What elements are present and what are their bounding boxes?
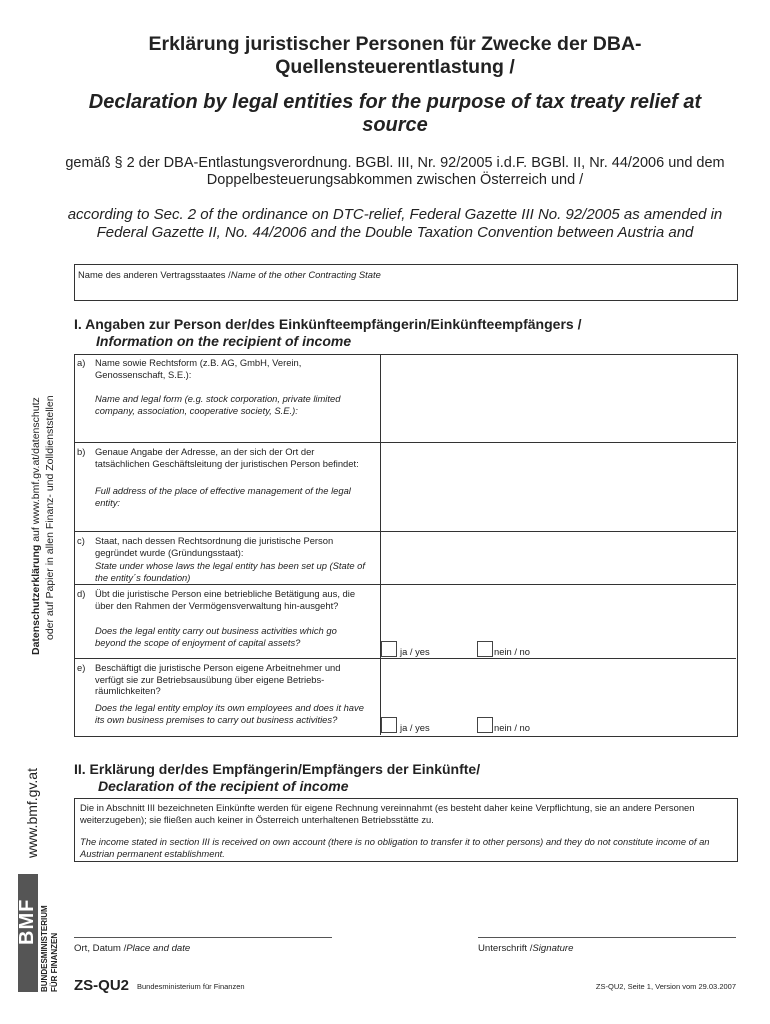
form-version: ZS-QU2, Seite 1, Version vom 29.03.2007	[595, 982, 736, 991]
page-title-english: Declaration by legal entities for the purpose of tax treaty relief at source	[88, 91, 702, 136]
row-d-no-checkbox[interactable]	[477, 641, 493, 657]
row-d-yes-checkbox[interactable]	[381, 641, 397, 657]
row-c-input[interactable]	[381, 533, 734, 582]
privacy-notice	[30, 355, 42, 655]
legal-basis-english: according to Sec. 2 of the ordinance on DTC-relief, Federal Gazette III No. 92/2005 as amended in Federal Gazette II, No. 44/2006 and the Double Taxation Convention between Austria and	[67, 206, 723, 241]
row-a-letter: a)	[77, 357, 86, 368]
bmf-logo-caption2: FÜR FINANZEN	[50, 932, 59, 992]
row-c-text-en: State under whose laws the legal entity has been set up (State of the entity´s foundation)	[95, 560, 365, 583]
website-label: www.bmf.gv.at	[24, 768, 40, 858]
row-d	[74, 585, 736, 659]
row-c-text-de: Staat, nach dessen Rechtsordnung die juristische Person gegründet wurde (Gründungsstaat):	[95, 535, 334, 558]
row-b-text-de: Genaue Angabe der Adresse, an der sich der Ort der tatsächlichen Geschäftsleitung der juristischen Person befindet:	[95, 446, 359, 469]
contracting-state-field[interactable]	[74, 264, 738, 301]
section1-title	[74, 316, 744, 350]
privacy-notice-bold: Datenschutzerklärung	[30, 544, 42, 655]
section2-text-de: Die in Abschnitt III bezeichneten Einkünfte werden für eigene Rechnung vereinnahmt (es besteht daher keine Verpflichtung, sie an andere Personen weiterzugeben); sie fließen auch keiner in Österreich unterhaltenen Betriebsstätte zu.	[80, 802, 695, 825]
place-date-label-en: Place and date	[126, 943, 191, 954]
row-a-text-en: Name and legal form (e.g. stock corporation, private limited company, association, cooperative society, S.E.):	[95, 393, 341, 416]
row-b-letter: b)	[77, 446, 86, 457]
privacy-notice-url: auf www.bmf.gv.at/datenschutz	[30, 397, 42, 545]
row-a-text-de: Name sowie Rechtsform (z.B. AG, GmbH, Verein, Genossenschaft, S.E.):	[95, 357, 302, 380]
row-e-no-checkbox[interactable]	[477, 717, 493, 733]
row-e-yes-label: ja / yes	[400, 722, 430, 733]
row-b-text-en: Full address of the place of effective management of the legal entity:	[95, 485, 351, 508]
row-a	[74, 354, 736, 443]
section2-title-en: Declaration of the recipient of income	[98, 778, 349, 794]
signature-line[interactable]	[478, 937, 736, 938]
row-d-no-label: nein / no	[494, 646, 530, 657]
row-e-letter: e)	[77, 662, 86, 673]
page-title: Erklärung juristischer Personen für Zwecke der DBA-Quellensteuerentlastung /	[148, 33, 642, 78]
section2-title-de: II. Erklärung der/des Empfängerin/Empfängers der Einkünfte/	[74, 761, 481, 777]
privacy-notice-line2: oder auf Papier in allen Finanz- und Zolldienststellen	[44, 395, 56, 640]
row-d-text-de: Übt die juristische Person eine betriebliche Betätigung aus, die über den Rahmen der Vermögensverwaltung hin-ausgeht?	[95, 588, 356, 611]
row-a-input[interactable]	[381, 355, 734, 440]
place-date-label	[74, 943, 190, 955]
row-b-input[interactable]	[381, 444, 734, 529]
row-e	[74, 659, 736, 734]
section1-title-de: I. Angaben zur Person der/des Einkünfteempfängerin/Einkünfteempfängers /	[74, 316, 582, 332]
bmf-logo-caption1: BUNDESMINISTERIUM	[40, 905, 49, 992]
contracting-state-label	[78, 269, 381, 281]
row-e-no-label: nein / no	[494, 722, 530, 733]
row-c	[74, 532, 736, 585]
bmf-logo-text: BMF	[16, 898, 38, 945]
row-b	[74, 443, 736, 532]
row-e-text-de: Beschäftigt die juristische Person eigene Arbeitnehmer und verfügt sie zur Betriebsausübung über eigene Betriebs-räumlichkeiten?	[95, 662, 341, 697]
signature-label	[478, 943, 573, 955]
row-d-letter: d)	[77, 588, 86, 599]
form-code: ZS-QU2	[74, 977, 130, 994]
legal-basis-german: gemäß § 2 der DBA-Entlastungsverordnung. BGBl. III, Nr. 92/2005 i.d.F. BGBl. II, Nr. 44/2006 und dem Doppelbesteuerungsabkommen zwischen Österreich und /	[65, 155, 725, 188]
place-date-label-de: Ort, Datum /	[74, 943, 127, 954]
row-c-letter: c)	[77, 535, 85, 546]
section1-title-en: Information on the recipient of income	[96, 333, 352, 349]
section2-title	[74, 761, 744, 795]
row-d-text-en: Does the legal entity carry out business activities which go beyond the scope of enjoyment of capital assets?	[95, 625, 337, 648]
row-d-yes-label: ja / yes	[400, 646, 430, 657]
ministry-name: Bundesministerium für Finanzen	[137, 982, 245, 991]
row-e-yes-checkbox[interactable]	[381, 717, 397, 733]
place-date-line[interactable]	[74, 937, 332, 938]
section2-text-en: The income stated in section III is received on own account (there is no obligation to transfer it to other persons) and they do not constitute income of an Austrian permanent establishment.	[80, 836, 710, 859]
signature-label-de: Unterschrift /	[478, 943, 533, 954]
contracting-state-label-de: Name des anderen Vertragsstaates /	[78, 269, 231, 280]
section2-declaration-box	[74, 798, 738, 862]
row-e-text-en: Does the legal entity employ its own employees and does it have its own business premises to carry out business activities?	[95, 702, 364, 725]
signature-label-en: Signature	[532, 943, 574, 954]
contracting-state-label-en: Name of the other Contracting State	[230, 269, 381, 280]
